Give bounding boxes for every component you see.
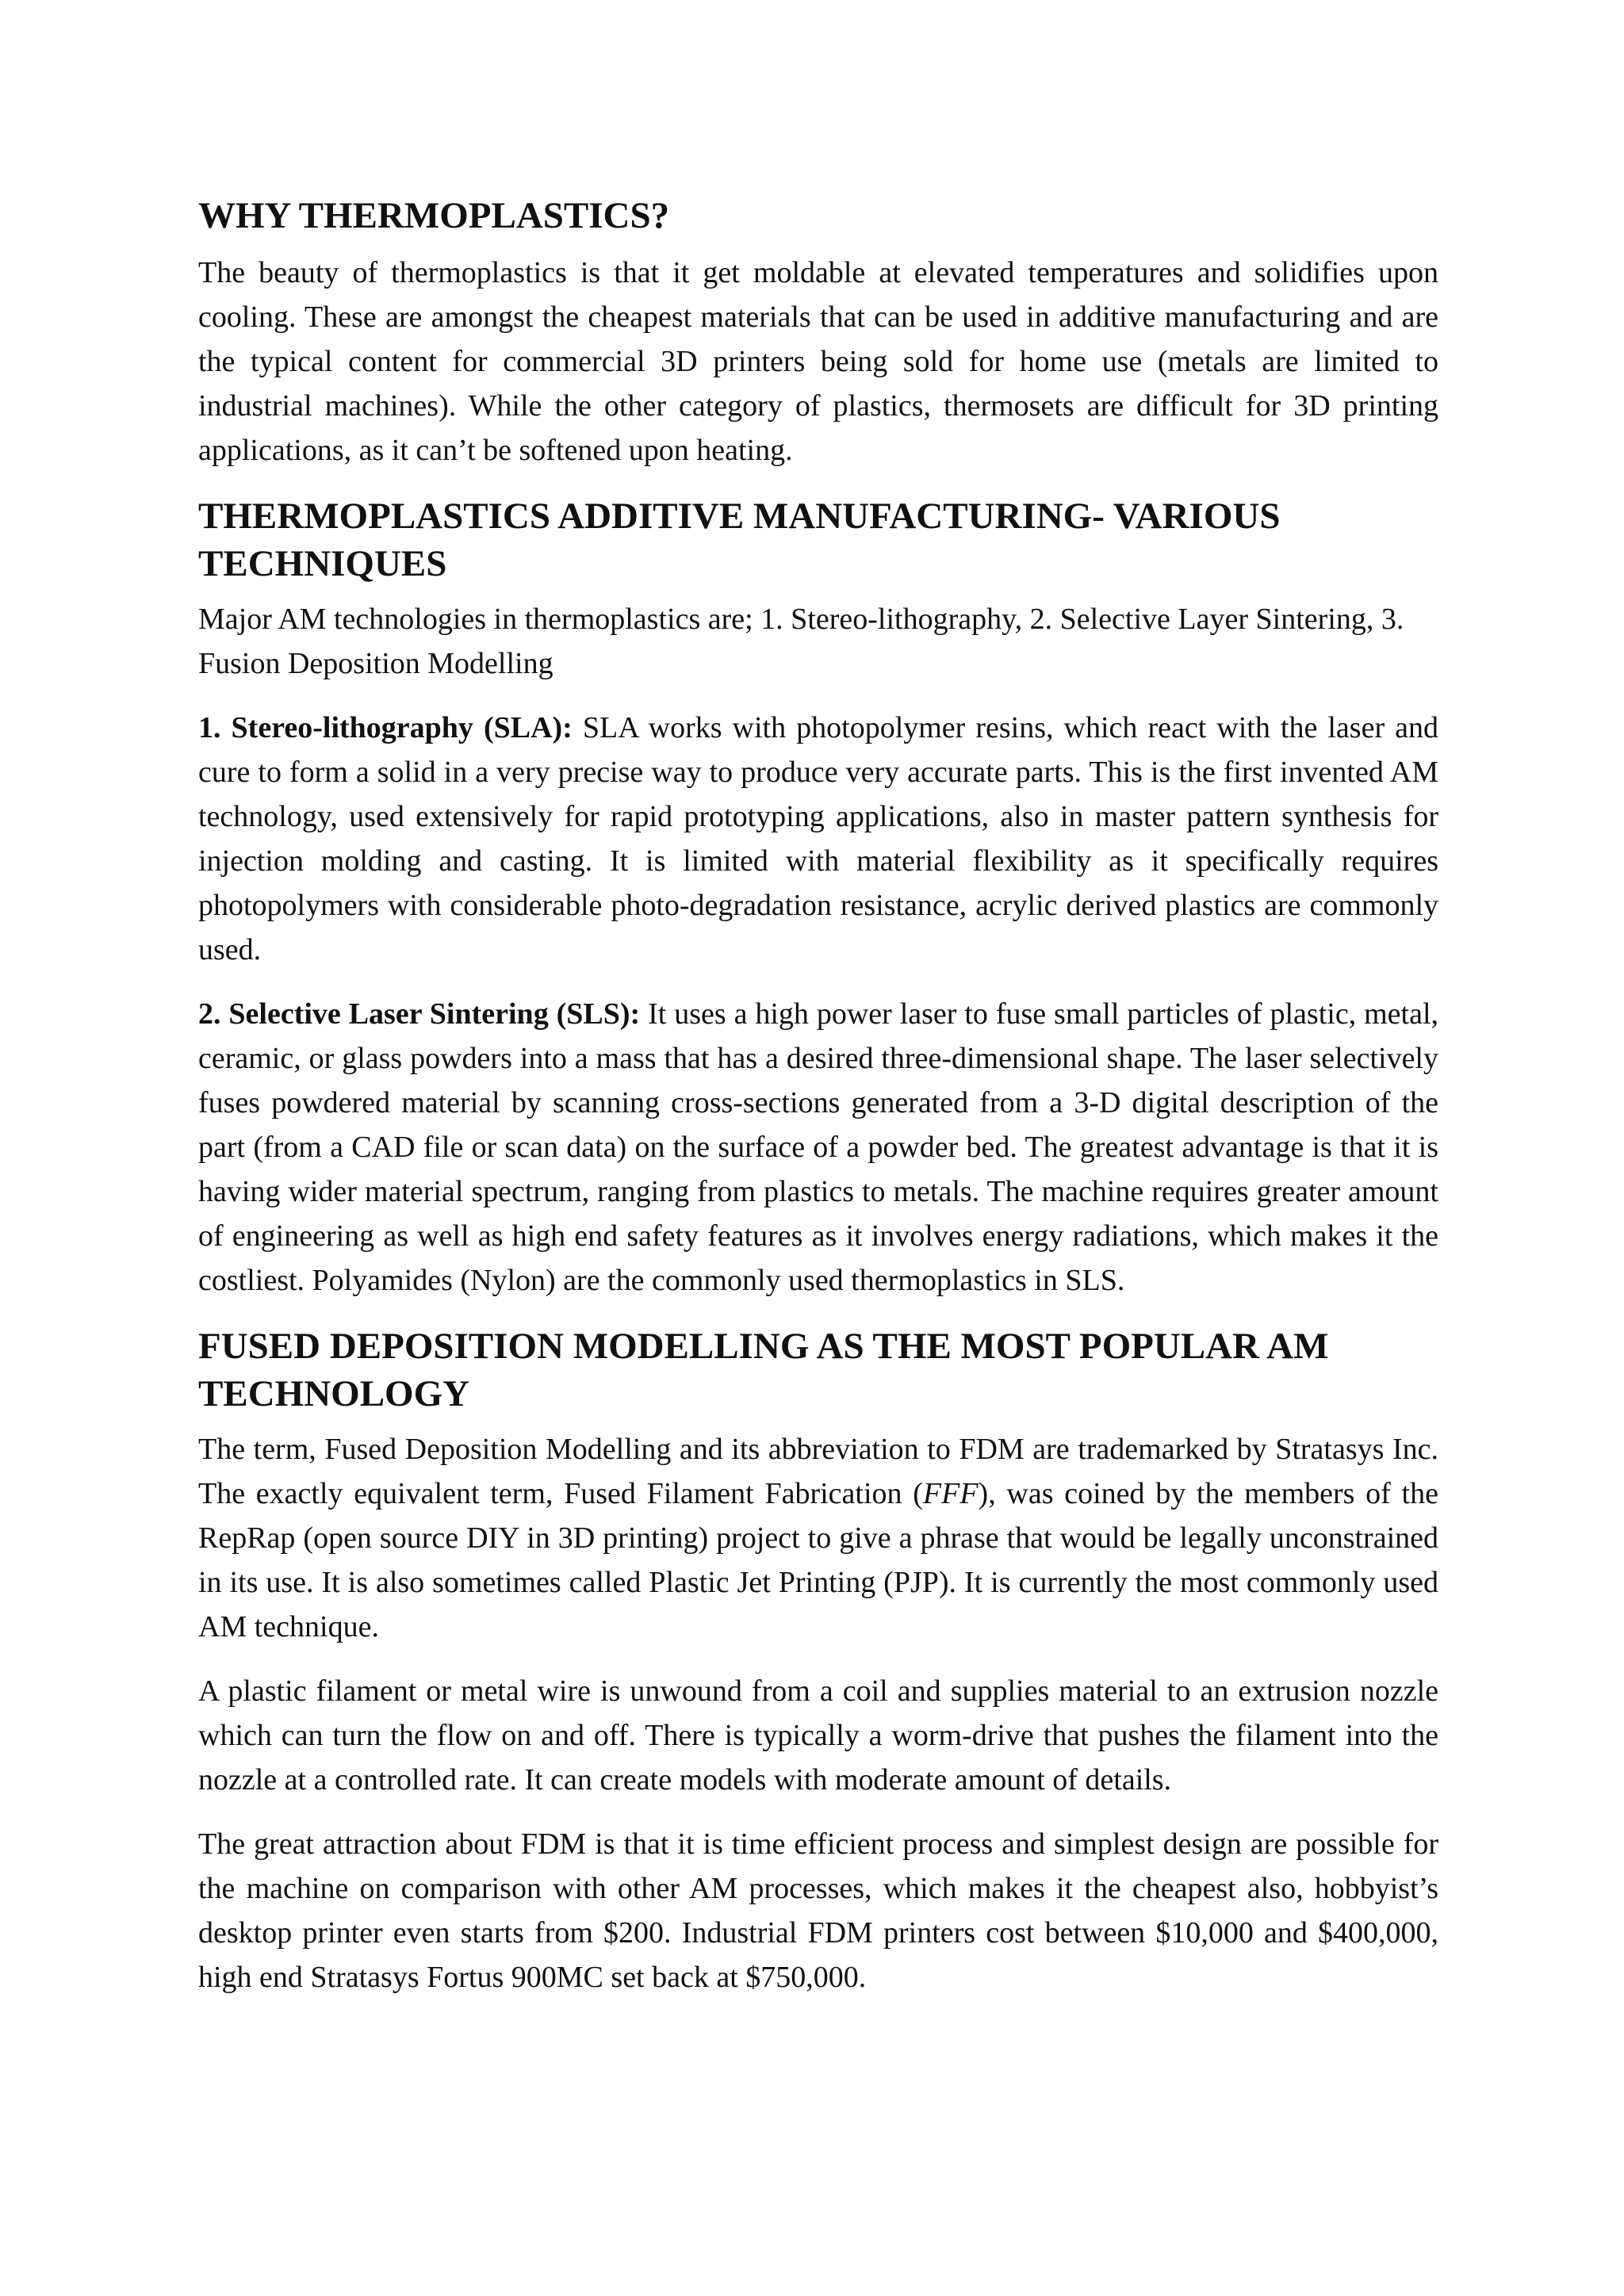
sla-term: 1. Stereo-lithography (SLA): bbox=[198, 711, 573, 744]
sla-description: SLA works with photopolymer resins, which react with the laser and cure to form a solid in a very precise way to produce very accurate parts. This is the first invented AM technology, used extensively for rapid prototyping applications, also in master pattern synthesis for injection molding and casting. It is limited with material flexibility as it specifically requires photopolymers with considerable photo-degradation resistance, acrylic derived plastics are commonly used. bbox=[198, 711, 1438, 966]
fff-abbreviation: FFF bbox=[922, 1477, 979, 1510]
paragraph-sls bbox=[198, 992, 1438, 1303]
fdm-para1-part-a: The term, Fused Deposition Modelling and its abbreviation to FDM are trademarked by Stratasys Inc. The exactly equivalent term, Fused Filament Fabrication ( bbox=[198, 1433, 1438, 1510]
paragraph-sla bbox=[198, 706, 1438, 972]
sls-description: It uses a high power laser to fuse small particles of plastic, metal, ceramic, or glass powders into a mass that has a desired three-dimensional shape. The laser selectively fuses powdered material by scanning cross-sections generated from a 3-D digital description of the part (from a CAD file or scan data) on the surface of a powder bed. The greatest advantage is that it is having wider material spectrum, ranging from plastics to metals. The machine requires greater amount of engineering as well as high end safety features as it involves energy radiations, which makes it the costliest. Polyamides (Nylon) are the commonly used thermoplastics in SLS. bbox=[198, 997, 1438, 1297]
paragraph-fdm-term bbox=[198, 1427, 1438, 1649]
heading-fdm: FUSED DEPOSITION MODELLING AS THE MOST POPULAR AM TECHNOLOGY bbox=[198, 1326, 1329, 1414]
paragraph-why-thermoplastics: The beauty of thermoplastics is that it get moldable at elevated temperatures and solidifies upon cooling. These are amongst the cheapest materials that can be used in additive manufacturing and are the typical content for commercial 3D printers being sold for home use (metals are limited to industrial machines). While the other category of plastics, thermosets are difficult for 3D printing applications, as it can’t be softened upon heating. bbox=[198, 256, 1438, 467]
paragraph-techniques-intro: Major AM technologies in thermoplastics are; 1. Stereo-lithography, 2. Selective Layer Sintering, 3. Fusion Deposition Modelling bbox=[198, 603, 1404, 680]
sls-term: 2. Selective Laser Sintering (SLS): bbox=[198, 997, 641, 1031]
paragraph-fdm-process: A plastic filament or metal wire is unwound from a coil and supplies material to an extrusion nozzle which can turn the flow on and off. There is typically a worm-drive that pushes the filament into the nozzle at a controlled rate. It can create models with moderate amount of details. bbox=[198, 1674, 1438, 1797]
heading-why-thermoplastics: WHY THERMOPLASTICS? bbox=[198, 195, 670, 236]
fdm-para1-part-b: ), was coined by the members of the RepRap (open source DIY in 3D printing) project to give a phrase that would be legally unconstrained in its use. It is also sometimes called Plastic Jet Printing (PJP). It is currently the most commonly used AM technique. bbox=[198, 1477, 1438, 1644]
paragraph-fdm-cost: The great attraction about FDM is that it is time efficient process and simplest design are possible for the machine on comparison with other AM processes, which makes it the cheapest also, hobbyist’s desktop printer even starts from $200. Industrial FDM printers cost between $10,000 and $400,000, high end Stratasys Fortus 900MC set back at $750,000. bbox=[198, 1827, 1438, 1994]
document-page bbox=[198, 192, 1438, 2019]
heading-various-techniques: THERMOPLASTICS ADDITIVE MANUFACTURING- VARIOUS TECHNIQUES bbox=[198, 496, 1281, 584]
